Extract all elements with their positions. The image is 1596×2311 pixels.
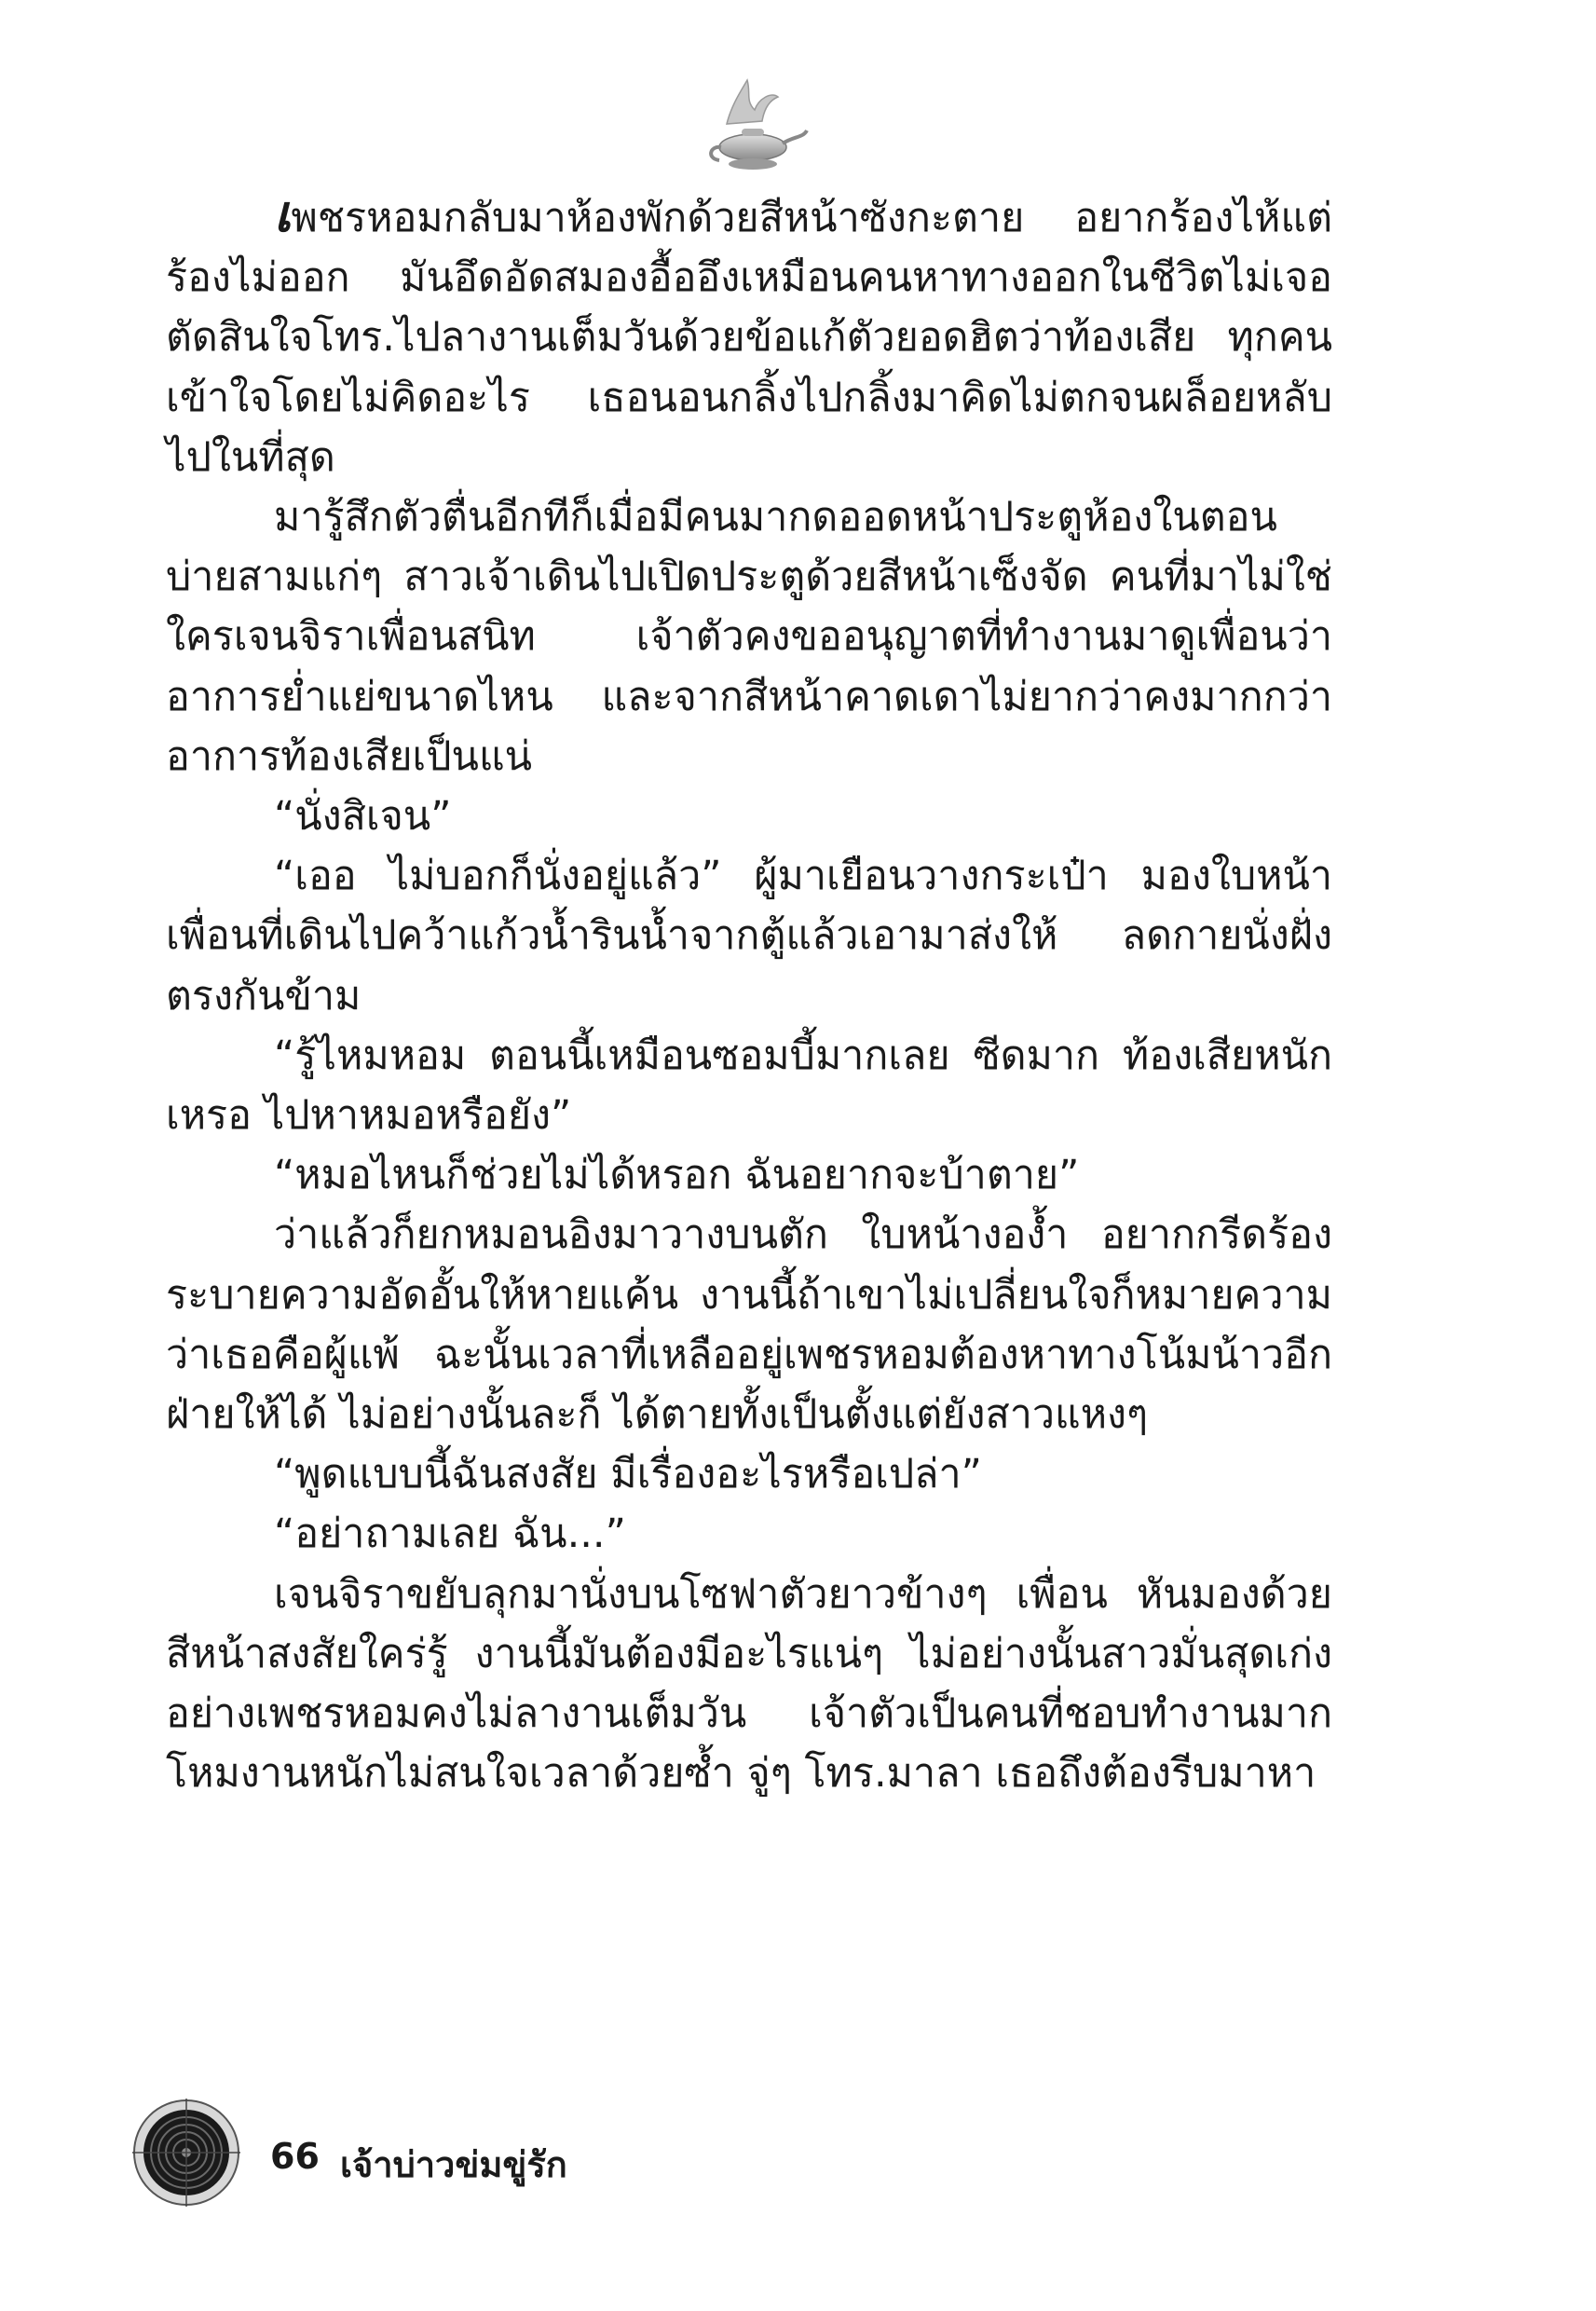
paragraph-8: “พูดแบบนี้ฉันสงสัย มีเรื่องอะไรหรือเปล่า” xyxy=(274,1451,982,1498)
paragraph-1: เพชรหอมกลับมาห้องพักด้วยสีหน้าซังกะตาย อยากร้องไห้แต่ร้องไม่ออก มันอึดอัดสมองอื้ออึงเหมือนคนหาทางออกในชีวิตไม่เจอ ตัดสินใจโทร.ไปลางานเต็มวันด้วยข้อแก้ตัวยอดฮิตว่าท้องเสีย ทุกคนเข้าใจโดยไม่คิดอะไร เธอนอนกลิ้งไปกลิ้งมาคิดไม่ตกจนผล็อยหลับไปในที่สุด xyxy=(166,185,1332,481)
page-number: 66 xyxy=(270,2136,320,2177)
paragraph-2: มารู้สึกตัวตื่นอีกทีก็เมื่อมีคนมากดออดหน้าประตูห้องในตอนบ่ายสามแก่ๆ สาวเจ้าเดินไปเปิดประตูด้วยสีหน้าเซ็งจัด คนที่มาไม่ใช่ใครเจนจิราเพื่อนสนิท เจ้าตัวคงขออนุญาตที่ทำงานมาดูเพื่อนว่าอาการย่ำแย่ขนาดไหน และจากสีหน้าคาดเดาไม่ยากว่าคงมากกว่าอาการท้องเสียเป็นแน่ xyxy=(166,494,1332,780)
paragraph-10: เจนจิราขยับลุกมานั่งบนโซฟาตัวยาวข้างๆ เพื่อน หันมองด้วยสีหน้าสงสัยใคร่รู้ งานนี้มันต้องมีอะไรแน่ๆ ไม่อย่างนั้นสาวมั่นสุดเก่งอย่างเพชรหอมคงไม่ลางานเต็มวัน เจ้าตัวเป็นคนที่ชอบทำงานมาก โหมงานหนักไม่สนใจเวลาด้วยซ้ำ จู่ๆ โทร.มาลา เธอถึงต้องรีบมาหา xyxy=(166,1570,1332,1798)
book-title: เจ้าบ่าวข่มขู่รัก xyxy=(340,2144,567,2185)
target-icon xyxy=(130,2097,242,2208)
paragraph-5: “รู้ไหมหอม ตอนนี้เหมือนซอมบี้มากเลย ซีดมาก ท้องเสียหนักเหรอ ไปหาหมอหรือยัง” xyxy=(166,1032,1332,1140)
genie-lamp-icon xyxy=(689,73,811,185)
paragraph-3: “นั่งสิเจน” xyxy=(274,793,452,841)
page-footer xyxy=(130,2097,783,2208)
paragraph-6: “หมอไหนก็ช่วยไม่ได้หรอก ฉันอยากจะบ้าตาย” xyxy=(274,1152,1080,1199)
paragraph-9: “อย่าถามเลย ฉัน...” xyxy=(274,1511,626,1558)
drop-cap: เ xyxy=(274,185,292,243)
paragraph-7: ว่าแล้วก็ยกหมอนอิงมาวางบนตัก ใบหน้างอง้ำ อยากกรีดร้องระบายความอัดอั้นให้หายแค้น งานนี้ถ้าเขาไม่เปลี่ยนใจก็หมายความว่าเธอคือผู้แพ้ ฉะนั้นเวลาที่เหลืออยู่เพชรหอมต้องหาทางโน้มน้าวอีกฝ่ายให้ได้ ไม่อย่างนั้นละก็ ได้ตายทั้งเป็นตั้งแต่ยังสาวแหงๆ xyxy=(166,1211,1332,1439)
story-text xyxy=(166,185,1332,1803)
paragraph-4: “เออ ไม่บอกก็นั่งอยู่แล้ว” ผู้มาเยือนวางกระเป๋า มองใบหน้าเพื่อนที่เดินไปคว้าแก้วน้ำรินน้ำจากตู้แล้วเอามาส่งให้ ลดกายนั่งฝั่งตรงกันข้าม xyxy=(166,853,1332,1019)
